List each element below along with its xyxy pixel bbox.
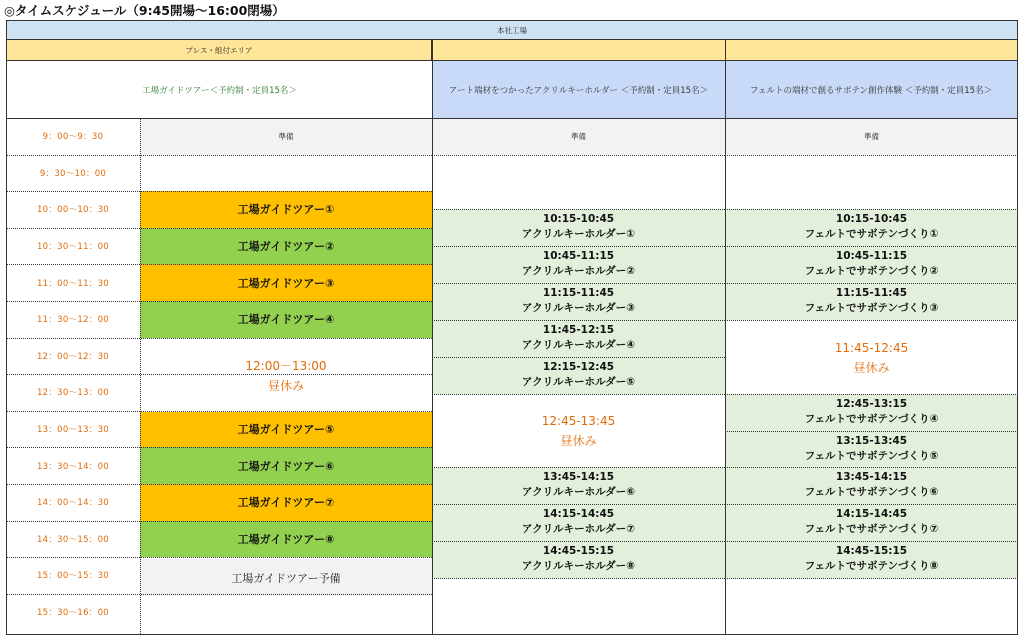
activity-slot <box>432 467 725 504</box>
time-slot-label: 10：00〜10：30 <box>6 191 140 228</box>
cactus-lunch-time: 11:45-12:45 <box>834 340 909 355</box>
activity-slot-time: 14:15-14:45 <box>542 508 615 521</box>
tour-block <box>140 447 432 484</box>
row-divider <box>6 301 432 302</box>
tour-lunch-time: 12:00－13:00 <box>245 358 327 373</box>
time-slot-label: 12：30〜13：00 <box>6 374 140 411</box>
row-divider <box>6 338 432 339</box>
activity-slot-time: 12:15-12:45 <box>542 361 615 374</box>
activity-slot-name: アクリルキーホルダー⑥ <box>521 486 636 499</box>
header-bottom-border <box>6 118 1018 119</box>
activity-slot <box>432 541 725 578</box>
tour-block-label: 工場ガイドツアー④ <box>237 313 335 327</box>
tour-spare-label: 工場ガイドツアー予備 <box>231 571 341 585</box>
col-divider-keyholder <box>432 40 433 634</box>
time-slot-label: 13：00〜13：30 <box>6 411 140 448</box>
activity-slot <box>432 283 725 320</box>
time-slot-label: 11：00〜11：30 <box>6 264 140 301</box>
row-divider <box>6 264 432 265</box>
slot-divider <box>725 155 1018 156</box>
activity-slot-name: アクリルキーホルダー③ <box>521 302 636 315</box>
tour-lunch-cell <box>140 339 432 412</box>
activity-slot <box>725 541 1018 578</box>
activity-slot-time: 11:45-12:15 <box>542 324 615 337</box>
tour-block <box>140 301 432 338</box>
table-left-border <box>6 20 7 634</box>
time-slot-label: 9：00〜9：30 <box>6 118 140 155</box>
row-divider <box>6 521 432 522</box>
time-slot-label: 9：30〜10：00 <box>6 155 140 192</box>
activity-slot-name: アクリルキーホルダー② <box>521 265 636 278</box>
activity-slot-time: 13:45-14:15 <box>835 471 908 484</box>
activity-slot <box>432 246 725 283</box>
activity-slot-name: アクリルキーホルダー⑤ <box>521 376 636 389</box>
slot-divider <box>432 357 725 358</box>
table-right-border <box>1017 20 1018 634</box>
activity-slot <box>432 504 725 541</box>
prep-cell-cactus: 準備 <box>725 118 1018 155</box>
activity-slot-name: アクリルキーホルダー⑧ <box>521 560 636 573</box>
time-slot-label: 13：30〜14：00 <box>6 447 140 484</box>
tour-block <box>140 191 432 228</box>
activity-slot-time: 10:45-11:15 <box>542 250 615 263</box>
slot-divider <box>725 209 1018 210</box>
activity-slot <box>432 209 725 246</box>
tour-block <box>140 411 432 448</box>
keyholder-column-header: アート端材をつかったアクリルキーホルダー ＜予約制・定員15名＞ <box>432 61 725 118</box>
prep-cell-tour: 準備 <box>140 118 432 155</box>
activity-slot-time: 13:45-14:15 <box>542 471 615 484</box>
cactus-column-header: フェルトの端材で創るサボテン創作体験 ＜予約制・定員15名＞ <box>725 61 1018 118</box>
activity-slot-name: フェルトでサボテンづくり⑧ <box>804 560 939 573</box>
row-divider <box>6 557 432 558</box>
slot-divider <box>432 504 725 505</box>
area-header-keyholder <box>432 40 725 61</box>
activity-slot <box>725 246 1018 283</box>
activity-slot-time: 13:15-13:45 <box>835 435 908 448</box>
tour-block-label: 工場ガイドツアー⑦ <box>237 496 335 510</box>
activity-slot-time: 11:15-11:45 <box>835 287 908 300</box>
keyholder-lunch-label: 昼休み <box>560 433 597 448</box>
row-divider <box>6 447 432 448</box>
activity-slot <box>432 320 725 357</box>
activity-slot-name: アクリルキーホルダー① <box>521 228 636 241</box>
slot-divider <box>432 394 725 395</box>
time-slot-label: 12：00〜12：30 <box>6 338 140 375</box>
activity-slot-time: 14:45-15:15 <box>542 545 615 558</box>
slot-divider <box>725 578 1018 579</box>
time-slot-label: 10：30〜11：00 <box>6 228 140 265</box>
slot-divider <box>725 283 1018 284</box>
keyholder-lunch-cell <box>432 394 725 467</box>
time-slot-label: 14：30〜15：00 <box>6 521 140 558</box>
tour-column-header: 工場ガイドツアー＜予約制・定員15名＞ <box>6 61 432 118</box>
activity-slot-name: フェルトでサボテンづくり⑦ <box>804 523 939 536</box>
tour-lunch-label: 昼休み <box>267 378 304 393</box>
slot-divider <box>725 467 1018 468</box>
keyholder-lunch-time: 12:45-13:45 <box>541 413 616 428</box>
slot-divider <box>432 320 725 321</box>
slot-divider <box>432 283 725 284</box>
activity-slot-time: 10:45-11:15 <box>835 250 908 263</box>
tour-block <box>140 228 432 265</box>
activity-slot <box>725 467 1018 504</box>
slot-divider <box>432 541 725 542</box>
time-slot-label: 15：00〜15：30 <box>6 557 140 594</box>
activity-slot-name: フェルトでサボテンづくり③ <box>804 302 939 315</box>
activity-slot <box>725 394 1018 431</box>
tour-block-label: 工場ガイドツアー② <box>237 240 335 254</box>
activity-slot-name: アクリルキーホルダー④ <box>521 339 636 352</box>
time-col-divider <box>140 118 141 634</box>
slot-divider <box>725 541 1018 542</box>
activity-slot-name: フェルトでサボテンづくり② <box>804 265 939 278</box>
slot-divider <box>432 155 725 156</box>
activity-slot-name: フェルトでサボテンづくり⑤ <box>804 450 939 463</box>
slot-divider <box>432 467 725 468</box>
time-slot-label: 14：00〜14：30 <box>6 484 140 521</box>
activity-slot <box>725 431 1018 468</box>
tour-block <box>140 484 432 521</box>
row-divider <box>6 191 432 192</box>
col-divider-cactus <box>725 40 726 634</box>
row-divider <box>6 155 432 156</box>
activity-slot-time: 10:15-10:45 <box>835 213 908 226</box>
activity-slot <box>725 283 1018 320</box>
tour-block-label: 工場ガイドツアー⑧ <box>237 532 335 546</box>
activity-slot <box>725 209 1018 246</box>
slot-divider <box>432 209 725 210</box>
slot-divider <box>725 246 1018 247</box>
row-divider <box>6 228 432 229</box>
tour-block-label: 工場ガイドツアー③ <box>237 276 335 290</box>
time-slot-label: 15：30〜16：00 <box>6 594 140 631</box>
slot-divider <box>725 320 1018 321</box>
activity-slot-name: フェルトでサボテンづくり① <box>804 228 939 241</box>
tour-block <box>140 264 432 301</box>
activity-slot <box>725 504 1018 541</box>
activity-slot-time: 14:15-14:45 <box>835 508 908 521</box>
row-divider <box>6 594 432 595</box>
activity-slot-name: アクリルキーホルダー⑦ <box>521 523 636 536</box>
activity-slot-name: フェルトでサボテンづくり⑥ <box>804 486 939 499</box>
cactus-lunch-cell <box>725 321 1018 394</box>
venue-header: 本社工場 <box>6 20 1018 40</box>
tour-block-label: 工場ガイドツアー① <box>237 203 335 217</box>
area-header-cactus <box>725 40 1018 61</box>
row-divider <box>6 374 432 375</box>
activity-slot <box>432 357 725 394</box>
activity-slot-name: フェルトでサボテンづくり④ <box>804 413 939 426</box>
prep-cell-keyholder: 準備 <box>432 118 725 155</box>
page-title: ◎タイムスケジュール（9:45開場〜16:00閉場） <box>4 3 285 18</box>
activity-slot-time: 10:15-10:45 <box>542 213 615 226</box>
activity-slot-time: 11:15-11:45 <box>542 287 615 300</box>
tour-block-label: 工場ガイドツアー⑤ <box>237 423 335 437</box>
slot-divider <box>725 394 1018 395</box>
slot-divider <box>432 246 725 247</box>
time-slot-label: 11：30〜12：00 <box>6 301 140 338</box>
row-divider <box>6 484 432 485</box>
activity-slot-time: 14:45-15:15 <box>835 545 908 558</box>
slot-divider <box>432 578 725 579</box>
slot-divider <box>725 431 1018 432</box>
area-header: プレス・組付エリア <box>6 40 432 61</box>
table-bottom-border <box>6 634 1018 635</box>
tour-spare-cell <box>140 559 432 596</box>
tour-block-label: 工場ガイドツアー⑥ <box>237 459 335 473</box>
slot-divider <box>725 504 1018 505</box>
cactus-lunch-label: 昼休み <box>853 360 890 375</box>
row-divider <box>6 411 432 412</box>
activity-slot-time: 12:45-13:15 <box>835 398 908 411</box>
tour-block <box>140 521 432 558</box>
